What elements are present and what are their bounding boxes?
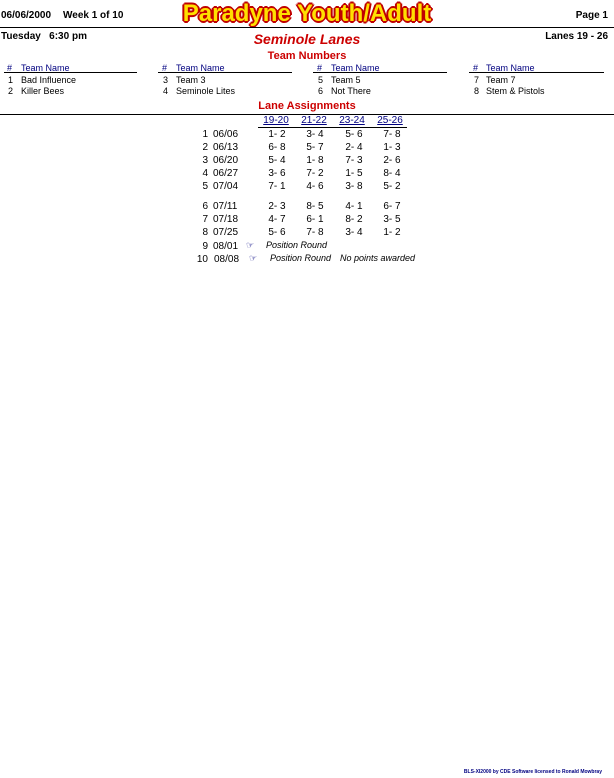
week-number: 10 [196,254,208,265]
col-name-header: Team Name [176,63,225,73]
pairing: 1- 2 [383,227,401,238]
team-name: Not There [331,86,371,96]
pairing: 7- 3 [345,155,363,166]
lane-pair-header: 19-20 [263,115,289,126]
col-name-header: Team Name [486,63,535,73]
team-name: Team 3 [176,75,206,85]
special-note: Position Round [270,253,332,263]
team-name: Seminole Lites [176,86,236,96]
pairing: 8- 5 [306,201,324,212]
lane-pair-header: 21-22 [301,115,327,126]
pairing: 7- 8 [306,227,324,238]
col-num-header: # [473,63,479,73]
col-num-header: # [317,63,323,73]
column-underline [4,72,137,73]
pairing: 3- 4 [345,227,363,238]
pairing: 7- 8 [383,129,401,140]
week-number: 2 [202,142,208,153]
pairing: 4- 1 [345,201,363,212]
week-number: 8 [202,227,208,238]
col-name-header: Team Name [331,63,380,73]
team-num: 1 [8,75,14,85]
week-date: 07/25 [213,227,239,238]
pairing: 5- 6 [345,129,363,140]
week-number: 3 [202,155,208,166]
pairing: 7- 1 [268,181,286,192]
col-num-header: # [162,63,168,73]
pairing: 2- 3 [268,201,286,212]
team-name: Team 5 [331,75,361,85]
lanes-range: Lanes 19 - 26 [545,31,608,42]
col-name-header: Team Name [21,63,70,73]
week-number: 7 [202,214,208,225]
week-number: 4 [202,168,208,179]
pairing: 8- 2 [345,214,363,225]
pointing-hand-icon: ☞ [246,240,255,250]
pairing: 1- 5 [345,168,363,179]
lane-header-underline [258,127,407,128]
day-time: Tuesday 6:30 pm [1,31,87,42]
team-num: 4 [163,86,169,96]
pairing: 5- 2 [383,181,401,192]
pairing: 4- 7 [268,214,286,225]
pairing: 2- 6 [383,155,401,166]
week-date: 06/06 [213,129,239,140]
team-num: 5 [318,75,324,85]
pairing: 6- 8 [268,142,286,153]
column-underline [469,72,604,73]
pairing: 2- 4 [345,142,363,153]
team-name: Killer Bees [21,86,65,96]
pairing: 6- 7 [383,201,401,212]
lane-pair-header: 25-26 [377,115,403,126]
week-number: 1 [202,129,208,140]
week-date: 06/13 [213,142,239,153]
pairing: 6- 1 [306,214,324,225]
pairing: 5- 6 [268,227,286,238]
pairing: 1- 8 [306,155,324,166]
special-note: Position Round [266,240,328,250]
pairing: 1- 3 [383,142,401,153]
league-title: Paradyne Youth/Adult [182,0,432,27]
pairing: 1- 2 [268,129,286,140]
week-number: 9 [202,241,208,252]
week-number: 5 [202,181,208,192]
col-num-header: # [7,63,13,73]
team-name: Bad Influence [21,75,77,85]
team-name: Stem & Pistols [486,86,545,96]
page-number: Page 1 [575,10,608,21]
pairing: 3- 6 [268,168,286,179]
week-date: 06/20 [213,155,239,166]
venue-name: Seminole Lanes [253,31,361,47]
pointing-hand-icon: ☞ [249,253,258,263]
team-name: Team 7 [486,75,516,85]
team-num: 8 [474,86,480,96]
report-date: 06/06/2000 [1,10,52,21]
team-num: 7 [474,75,480,85]
week-date: 07/18 [213,214,239,225]
week-date: 07/11 [213,201,238,212]
pairing: 8- 4 [383,168,401,179]
pairing: 7- 2 [306,168,324,179]
week-of: Week 1 of 10 [63,10,124,21]
special-extra-note: No points awarded [340,253,416,263]
pairing: 4- 6 [306,181,324,192]
week-date: 08/08 [214,254,240,265]
lane-assignments-title: Lane Assignments [258,100,356,112]
week-date: 08/01 [213,241,239,252]
week-number: 6 [202,201,208,212]
team-num: 6 [318,86,324,96]
week-date: 07/04 [213,181,239,192]
team-numbers-title: Team Numbers [267,50,347,62]
lane-pair-header: 23-24 [339,115,365,126]
column-underline [158,72,292,73]
header-rule [0,27,614,28]
pairing: 5- 7 [306,142,324,153]
pairing: 3- 8 [345,181,363,192]
column-underline [313,72,447,73]
pairing: 3- 4 [306,129,324,140]
pairing: 5- 4 [268,155,286,166]
team-num: 2 [8,86,14,96]
team-num: 3 [163,75,169,85]
week-date: 06/27 [213,168,239,179]
pairing: 3- 5 [383,214,401,225]
footer-credit: BLS-XI2000 by CDE Software licensed to Ronald Mowbray [463,769,602,775]
